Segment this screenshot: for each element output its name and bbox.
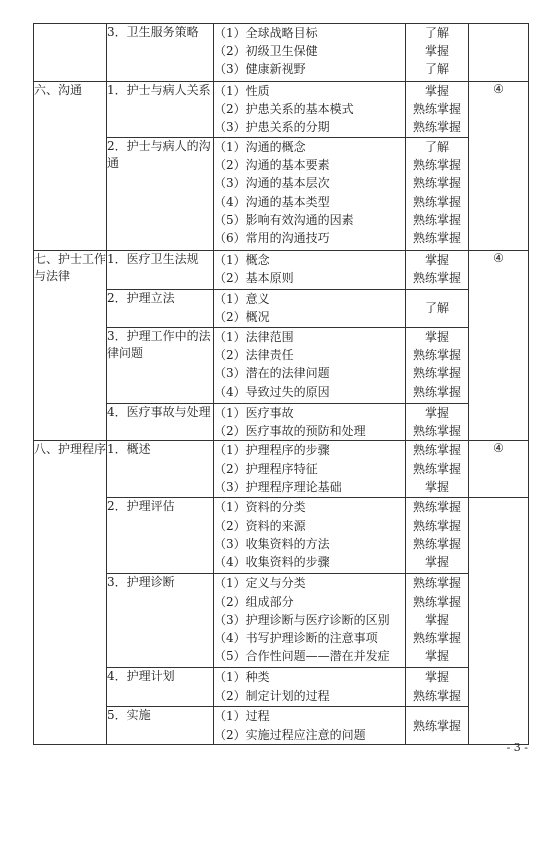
- item-line: （5）合作性问题——潜在并发症: [214, 649, 390, 664]
- items-cell: [214, 668, 406, 707]
- level-text: 熟练掌握: [412, 230, 461, 245]
- item-line: （6）常用的沟通技巧: [214, 230, 330, 245]
- table-row: [34, 82, 529, 138]
- items-cell: [214, 251, 406, 290]
- level-text: 熟练掌握: [412, 576, 461, 591]
- item-line: （3）沟通的基本层次: [214, 176, 330, 191]
- level-cell: [406, 574, 469, 668]
- level-text: 熟练掌握: [412, 500, 461, 515]
- table-row: [34, 24, 529, 82]
- item-line: （2）概况: [214, 310, 270, 325]
- items-cell: [214, 24, 406, 82]
- unit-cell: ④: [469, 82, 529, 251]
- item-line: （2）护理程序特征: [214, 461, 318, 476]
- level-text: 掌握: [424, 612, 449, 627]
- level-text: 掌握: [424, 253, 449, 267]
- level-text: 了解: [424, 301, 449, 316]
- item-line: （3）护理诊断与医疗诊断的区别: [214, 612, 390, 627]
- unit-cell: ④: [469, 251, 529, 441]
- level-text: 掌握: [424, 554, 449, 569]
- level-cell: [406, 668, 469, 707]
- item-line: （2）法律责任: [214, 348, 294, 363]
- level-text: 熟练掌握: [412, 194, 461, 209]
- level-text: 熟练掌握: [412, 443, 461, 458]
- level-text: 掌握: [424, 649, 449, 664]
- item-line: （1）法律范围: [214, 330, 294, 344]
- item-line: （1）资料的分类: [214, 500, 306, 515]
- sub-topic: 3．护理工作中的法律问题: [107, 328, 214, 404]
- syllabus-table: [33, 23, 529, 745]
- unit-cell-empty: [469, 24, 529, 82]
- items-cell: [214, 138, 406, 251]
- item-line: （1）医疗事故: [214, 406, 294, 420]
- items-cell: [214, 498, 406, 574]
- level-text: 掌握: [424, 670, 449, 685]
- item-line: （1）全球战略目标: [214, 26, 318, 40]
- table-row: [34, 138, 529, 251]
- sub-topic: 1．医疗卫生法规: [107, 251, 214, 290]
- level-text: 熟练掌握: [412, 212, 461, 227]
- table-row: [34, 574, 529, 668]
- level-text: 掌握: [424, 84, 449, 98]
- level-text: 掌握: [424, 330, 449, 344]
- level-text: 了解: [424, 62, 449, 77]
- level-text: 熟练掌握: [412, 102, 461, 117]
- table-row: [34, 290, 529, 328]
- item-line: （2）实施过程应注意的问题: [214, 727, 366, 742]
- item-line: （2）组成部分: [214, 594, 294, 609]
- level-text: 熟练掌握: [412, 384, 461, 399]
- sub-topic: 4．护理计划: [107, 668, 214, 707]
- level-text: 掌握: [424, 479, 449, 494]
- item-line: （3）收集资料的方法: [214, 536, 330, 551]
- item-line: （2）沟通的基本要素: [214, 158, 330, 173]
- unit-cell-empty: [469, 498, 529, 745]
- level-cell: [406, 441, 469, 498]
- level-cell: [406, 251, 469, 290]
- level-text: 熟练掌握: [412, 688, 461, 703]
- unit-cell: ④: [469, 441, 529, 498]
- item-line: （1）种类: [214, 670, 270, 685]
- sub-topic: 2．护理评估: [107, 498, 214, 574]
- item-line: （2）初级卫生保健: [214, 44, 318, 59]
- page-number: - 3 -: [506, 741, 528, 754]
- item-line: （2）制定计划的过程: [214, 688, 330, 703]
- table-row: [34, 328, 529, 404]
- item-line: （1）过程: [214, 709, 270, 724]
- items-cell: [214, 290, 406, 328]
- level-cell: [406, 24, 469, 82]
- item-line: （1）定义与分类: [214, 576, 306, 591]
- items-cell: [214, 574, 406, 668]
- level-text: 熟练掌握: [412, 158, 461, 173]
- items-cell: [214, 328, 406, 404]
- sub-topic: 1．护士与病人关系: [107, 82, 214, 138]
- major-topic: 七、护士工作与法律: [34, 251, 107, 441]
- level-cell: [406, 138, 469, 251]
- item-line: （1）护理程序的步骤: [214, 443, 330, 458]
- items-cell: [214, 82, 406, 138]
- level-cell: [406, 290, 469, 328]
- level-text: 熟练掌握: [412, 366, 461, 381]
- item-line: （3）护患关系的分期: [214, 120, 330, 135]
- level-cell: [406, 707, 469, 745]
- level-text: 熟练掌握: [412, 518, 461, 533]
- table-row: [34, 668, 529, 707]
- level-text: 熟练掌握: [412, 461, 461, 476]
- item-line: （2）护患关系的基本模式: [214, 102, 354, 117]
- item-line: （5）影响有效沟通的因素: [214, 212, 354, 227]
- item-line: （1）概念: [214, 253, 270, 267]
- sub-topic: 2．护士与病人的沟通: [107, 138, 214, 251]
- level-text: 了解: [424, 26, 449, 40]
- level-text: 熟练掌握: [412, 176, 461, 191]
- table-row: [34, 404, 529, 441]
- table-row: [34, 251, 529, 290]
- item-line: （1）沟通的概念: [214, 140, 306, 154]
- items-cell: [214, 441, 406, 498]
- major-topic: 八、护理程序: [34, 441, 107, 745]
- item-line: （2）医疗事故的预防和处理: [214, 424, 366, 439]
- table-row: [34, 707, 529, 745]
- level-text: 熟练掌握: [412, 424, 461, 439]
- sub-topic: 3．卫生服务策略: [107, 24, 214, 82]
- sub-topic: 1．概述: [107, 441, 214, 498]
- level-text: 了解: [424, 140, 449, 154]
- item-line: （4）沟通的基本类型: [214, 194, 330, 209]
- items-cell: [214, 404, 406, 441]
- level-cell: [406, 404, 469, 441]
- item-line: （3）健康新视野: [214, 62, 306, 77]
- item-line: （4）导致过失的原因: [214, 384, 330, 399]
- level-text: 熟练掌握: [412, 348, 461, 363]
- table-row: [34, 441, 529, 498]
- level-cell: [406, 328, 469, 404]
- item-line: （3）潜在的法律问题: [214, 366, 330, 381]
- items-cell: [214, 707, 406, 745]
- level-text: 熟练掌握: [412, 718, 461, 733]
- sub-topic: 5．实施: [107, 707, 214, 745]
- level-text: 熟练掌握: [412, 630, 461, 645]
- table-row: [34, 498, 529, 574]
- item-line: （2）资料的来源: [214, 518, 306, 533]
- item-line: （2）基本原则: [214, 271, 294, 286]
- major-cell: [34, 24, 107, 82]
- sub-topic: 3．护理诊断: [107, 574, 214, 668]
- item-line: （3）护理程序理论基础: [214, 479, 342, 494]
- item-line: （1）意义: [214, 292, 270, 306]
- level-text: 熟练掌握: [412, 536, 461, 551]
- level-text: 熟练掌握: [412, 271, 461, 286]
- level-text: 熟练掌握: [412, 594, 461, 609]
- level-cell: [406, 498, 469, 574]
- item-line: （4）书写护理诊断的注意事项: [214, 630, 378, 645]
- sub-topic: 4．医疗事故与处理: [107, 404, 214, 441]
- level-cell: [406, 82, 469, 138]
- sub-topic: 2．护理立法: [107, 290, 214, 328]
- level-text: 熟练掌握: [412, 120, 461, 135]
- item-line: （4）收集资料的步骤: [214, 554, 330, 569]
- level-text: 掌握: [424, 44, 449, 59]
- item-line: （1）性质: [214, 84, 270, 98]
- major-topic: 六、沟通: [34, 82, 107, 251]
- level-text: 掌握: [424, 406, 449, 420]
